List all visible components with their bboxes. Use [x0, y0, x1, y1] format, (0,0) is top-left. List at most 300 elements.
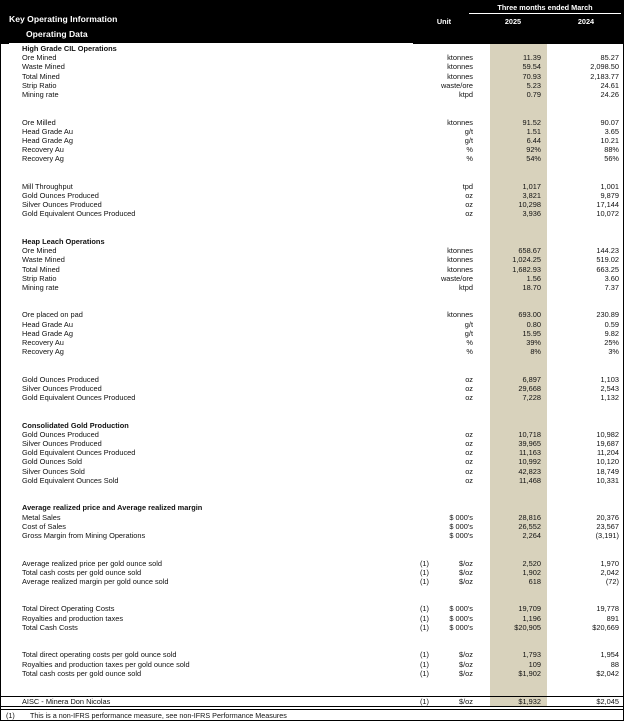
unit-cell: $/oz	[459, 697, 473, 707]
footnote-marker	[403, 338, 429, 347]
value-2025: 6,897	[522, 374, 541, 384]
value-2025: 29,668	[518, 383, 541, 393]
table-row	[1, 430, 623, 439]
row-label: Cost of Sales	[22, 521, 66, 531]
footnote-marker	[403, 467, 429, 476]
unit-cell: oz	[465, 374, 473, 384]
value-2024: 17,144	[596, 200, 619, 210]
table-row	[1, 62, 623, 71]
value-2024: 3.60	[604, 273, 619, 283]
spacer-row	[1, 99, 623, 108]
row-label: Royalties and production taxes per gold ounce sold	[22, 659, 190, 669]
value-2024: 10,331	[596, 475, 619, 485]
value-2025: 2,520	[522, 558, 541, 568]
row-label: Strip Ratio	[22, 80, 57, 90]
value-2025: 658.67	[518, 246, 541, 256]
unit-cell: ktonnes	[447, 246, 473, 256]
value-2024: 7.37	[604, 282, 619, 292]
row-label: Metal Sales	[22, 512, 61, 522]
row-label: Waste Mined	[22, 62, 65, 72]
row-label: Silver Ounces Produced	[22, 200, 102, 210]
value-2025: 18.70	[522, 282, 541, 292]
value-2024: $2,045	[596, 697, 619, 707]
table-row	[1, 476, 623, 485]
footnote-marker: (1)	[419, 567, 429, 577]
footnote-marker	[403, 384, 429, 393]
spacer-row	[1, 641, 623, 650]
footnote-marker	[403, 476, 429, 485]
value-2025: 39,965	[518, 439, 541, 449]
table-row	[1, 467, 623, 476]
value-2024: $2,042	[596, 668, 619, 678]
value-2025: 1.56	[526, 273, 541, 283]
row-label: Total Mined	[22, 264, 60, 274]
value-2024: 23,567	[596, 521, 619, 531]
spacer-row	[1, 228, 623, 237]
footnote-marker	[403, 513, 429, 522]
footnote-marker	[403, 439, 429, 448]
footnote-marker: (1)	[419, 659, 429, 669]
row-label: AISC - Minera Don Nicolas	[22, 697, 111, 706]
footnote-marker: (1)	[419, 604, 429, 614]
footnote-marker: (1)	[419, 650, 429, 660]
table-row	[1, 614, 623, 623]
unit-cell: ktonnes	[447, 62, 473, 72]
unit-cell: %	[466, 154, 473, 164]
value-2025: 11.39	[523, 53, 541, 63]
unit-cell: g/t	[464, 328, 473, 338]
column-header-unit: Unit	[436, 17, 452, 26]
value-2024: 519.02	[596, 255, 619, 265]
table-row	[1, 531, 623, 540]
footnote-marker: (1)	[419, 668, 429, 678]
value-2024: $20,669	[592, 622, 619, 632]
table-row	[1, 577, 623, 586]
footnote-marker	[403, 182, 429, 191]
unit-cell: oz	[465, 448, 473, 458]
unit-cell: $/oz	[459, 576, 473, 586]
column-header-2024: 2024	[577, 17, 595, 26]
table-row	[1, 310, 623, 319]
table-row	[1, 136, 623, 145]
unit-cell: waste/ore	[440, 273, 473, 283]
value-2024: 663.25	[596, 264, 619, 274]
value-2024: 88	[610, 659, 619, 669]
spacer-row	[1, 485, 623, 494]
value-2025: 19,709	[518, 604, 541, 614]
footnote-marker	[403, 154, 429, 163]
row-label: Gold Ounces Produced	[22, 429, 99, 439]
row-label: Total direct operating costs per gold ounce sold	[22, 650, 177, 660]
value-2024: (3,191)	[595, 530, 619, 540]
unit-cell: ktonnes	[447, 53, 473, 63]
unit-cell: $ 000's	[449, 530, 473, 540]
spacer-row	[1, 586, 623, 595]
section-header-row	[1, 421, 623, 430]
unit-cell: %	[466, 338, 473, 347]
value-2025: 11,468	[518, 475, 541, 485]
row-label: Silver Ounces Sold	[22, 466, 85, 476]
value-2025: 70.93	[522, 71, 541, 81]
unit-cell: ktonnes	[447, 310, 473, 320]
value-2024: 11,204	[596, 448, 619, 458]
unit-cell: ktonnes	[447, 71, 473, 81]
footnote-marker	[403, 265, 429, 274]
row-label: Gold Equivalent Ounces Produced	[22, 393, 136, 403]
value-2025: $1,932	[518, 697, 541, 707]
section-title-operating-data: Operating Data	[26, 29, 88, 39]
footnote-marker	[403, 347, 429, 356]
table-row	[1, 347, 623, 356]
value-2025: $20,905	[514, 622, 541, 632]
value-2025: 1,902	[522, 567, 541, 577]
unit-cell: %	[466, 347, 473, 357]
value-2025: 618	[528, 576, 541, 586]
table-row	[1, 338, 623, 347]
unit-cell: $/oz	[459, 668, 473, 678]
table-row	[1, 660, 623, 669]
value-2024: 10,072	[596, 209, 619, 219]
row-label: Average realized margin per gold ounce sold	[22, 576, 169, 586]
unit-cell: g/t	[464, 135, 473, 145]
table-row	[1, 375, 623, 384]
footnote-marker	[403, 393, 429, 402]
table-row	[1, 320, 623, 329]
footnote-marker	[403, 145, 429, 154]
row-label: Mining rate	[22, 89, 59, 99]
row-label: Gold Ounces Sold	[22, 457, 82, 467]
value-2025: 3,936	[522, 209, 541, 219]
spacer-row	[1, 173, 623, 182]
report-header	[1, 1, 623, 44]
footnote-marker	[403, 531, 429, 540]
value-2025: 693.00	[518, 310, 541, 320]
value-2025: 39%	[526, 338, 541, 347]
value-2025: 91.52	[522, 117, 541, 127]
row-label: Ore placed on pad	[22, 310, 83, 320]
unit-cell: g/t	[464, 319, 473, 329]
row-label: Silver Ounces Produced	[22, 383, 102, 393]
value-2024: 90.07	[600, 117, 619, 127]
table-row	[1, 568, 623, 577]
row-label: Recovery Ag	[22, 347, 64, 357]
value-2025: 26,552	[518, 521, 541, 531]
row-label: Recovery Au	[22, 145, 64, 155]
table-row	[1, 182, 623, 191]
section-label: Heap Leach Operations	[22, 236, 105, 246]
unit-cell: $/oz	[459, 650, 473, 660]
spacer-row	[1, 301, 623, 310]
table-row	[1, 439, 623, 448]
value-2025: 1,017	[522, 181, 541, 191]
row-label: Mill Throughput	[22, 181, 73, 191]
footnote-marker	[403, 53, 429, 62]
unit-cell: oz	[465, 200, 473, 210]
footnote-marker	[403, 72, 429, 81]
value-2025: $1,902	[518, 668, 541, 678]
value-2024: 56%	[604, 154, 619, 164]
footnote-marker	[403, 283, 429, 292]
spacer-row	[1, 595, 623, 604]
value-2025: 8%	[530, 347, 541, 357]
value-2024: (72)	[605, 576, 619, 586]
value-2024: 19,778	[596, 604, 619, 614]
row-label: Head Grade Au	[22, 319, 73, 329]
period-underline	[469, 13, 621, 14]
table-row	[1, 329, 623, 338]
page-title: Key Operating Information	[9, 14, 118, 24]
row-label: Mining rate	[22, 282, 59, 292]
table-row	[1, 53, 623, 62]
footnote-marker	[403, 246, 429, 255]
unit-cell: oz	[465, 439, 473, 449]
spacer-row	[1, 494, 623, 503]
unit-cell: $ 000's	[449, 622, 473, 632]
value-2025: 54%	[526, 154, 541, 164]
value-2025: 5.23	[526, 80, 541, 90]
table-row	[1, 604, 623, 613]
row-label: Head Grade Ag	[22, 135, 73, 145]
table-row	[1, 81, 623, 90]
table-row	[1, 623, 623, 632]
row-label: Gold Equivalent Ounces Sold	[22, 475, 119, 485]
value-2024: 230.89	[596, 310, 619, 320]
unit-cell: oz	[465, 429, 473, 439]
unit-cell: oz	[465, 457, 473, 467]
value-2024: 19,687	[596, 439, 619, 449]
section-label: Average realized price and Average realized margin	[22, 503, 203, 513]
spacer-row	[1, 366, 623, 375]
value-2024: 20,376	[596, 512, 619, 522]
value-2025: 92%	[526, 145, 541, 155]
value-2024: 1,132	[600, 393, 619, 403]
footnote-marker	[403, 81, 429, 90]
row-label: Total Direct Operating Costs	[22, 604, 115, 614]
footnote-marker	[403, 255, 429, 264]
footnote-marker	[403, 310, 429, 319]
spacer-row	[1, 687, 623, 696]
spacer-row	[1, 356, 623, 365]
table-body	[1, 44, 623, 706]
table-row	[1, 265, 623, 274]
value-2025: 1,024.25	[512, 255, 541, 265]
row-label: Gross Margin from Mining Operations	[22, 530, 146, 540]
unit-cell: ktpd	[459, 89, 473, 99]
value-2025: 2,264	[522, 530, 541, 540]
unit-cell: ktonnes	[447, 117, 473, 127]
unit-cell: $ 000's	[449, 521, 473, 531]
spacer-row	[1, 219, 623, 228]
value-2025: 6.44	[526, 135, 541, 145]
table-row	[1, 145, 623, 154]
row-label: Total Mined	[22, 71, 60, 81]
row-label: Ore Mined	[22, 246, 57, 256]
unit-cell: tpd	[462, 181, 473, 191]
value-2025: 1,682.93	[512, 264, 541, 274]
value-2024: 9,879	[600, 191, 619, 200]
footnote-marker	[403, 191, 429, 200]
footnote-marker	[403, 375, 429, 384]
footnote-marker: (1)	[419, 576, 429, 586]
spacer-row	[1, 292, 623, 301]
value-2024: 1,954	[600, 650, 619, 660]
table-row	[1, 650, 623, 659]
value-2025: 10,298	[518, 200, 541, 210]
row-label: Recovery Au	[22, 338, 64, 347]
value-2025: 28,816	[518, 512, 541, 522]
row-label: Head Grade Ag	[22, 328, 73, 338]
table-row	[1, 283, 623, 292]
value-2024: 88%	[604, 145, 619, 155]
column-header-2025: 2025	[504, 17, 522, 26]
footnote-marker	[403, 62, 429, 71]
value-2025: 59.54	[522, 62, 541, 72]
value-2025: 15.95	[522, 328, 541, 338]
value-2024: 1,001	[600, 181, 619, 191]
row-label: Total cash costs per gold ounce sold	[22, 668, 142, 678]
unit-cell: oz	[465, 393, 473, 403]
value-2024: 2,098.50	[590, 62, 619, 72]
spacer-row	[1, 108, 623, 117]
table-row	[1, 200, 623, 209]
row-label: Waste Mined	[22, 255, 65, 265]
value-2024: 24.26	[600, 89, 619, 99]
unit-cell: %	[466, 145, 473, 155]
table-row	[1, 513, 623, 522]
unit-cell: waste/ore	[440, 80, 473, 90]
table-row	[1, 154, 623, 163]
spacer-row	[1, 540, 623, 549]
value-2024: 10,982	[596, 429, 619, 439]
section-header-row	[1, 237, 623, 246]
row-label: Royalties and production taxes	[22, 613, 124, 623]
value-2025: 3,821	[522, 191, 541, 200]
unit-cell: $ 000's	[449, 613, 473, 623]
table-row	[1, 696, 623, 705]
table-row	[1, 669, 623, 678]
footnote	[1, 710, 623, 721]
unit-cell: ktonnes	[447, 255, 473, 265]
spacer-row	[1, 412, 623, 421]
table-row	[1, 457, 623, 466]
footnote-marker	[403, 329, 429, 338]
footnote-marker	[403, 209, 429, 218]
unit-cell: ktonnes	[447, 264, 473, 274]
footnote-marker: (1)	[419, 697, 429, 707]
footnote-marker	[403, 200, 429, 209]
value-2025: 1,793	[522, 650, 541, 660]
value-2025: 10,992	[518, 457, 541, 467]
value-2024: 10,120	[596, 457, 619, 467]
footnote-marker	[403, 522, 429, 531]
footnote-marker	[403, 457, 429, 466]
value-2025: 10,718	[518, 429, 541, 439]
value-2025: 42,823	[518, 466, 541, 476]
row-label: Total cash costs per gold ounce sold	[22, 567, 142, 577]
unit-cell: ktpd	[459, 282, 473, 292]
value-2024: 18,749	[596, 466, 619, 476]
value-2024: 1,970	[600, 558, 619, 568]
table-row	[1, 72, 623, 81]
unit-cell: oz	[465, 383, 473, 393]
unit-cell: oz	[465, 466, 473, 476]
value-2024: 2,543	[600, 383, 619, 393]
unit-cell: oz	[465, 475, 473, 485]
row-label: Strip Ratio	[22, 273, 57, 283]
section-header-row	[1, 503, 623, 512]
value-2024: 10.21	[600, 135, 619, 145]
value-2024: 1,103	[600, 374, 619, 384]
footnote-marker	[403, 118, 429, 127]
value-2024: 2,183.77	[590, 71, 619, 81]
spacer-row	[1, 632, 623, 641]
value-2024: 85.27	[600, 53, 619, 63]
row-label: Head Grade Au	[22, 126, 73, 136]
section-header-row	[1, 44, 623, 53]
unit-cell: oz	[465, 191, 473, 200]
spacer-row	[1, 549, 623, 558]
footnote-ref: (1)	[6, 710, 15, 720]
row-label: Gold Ounces Produced	[22, 191, 99, 200]
unit-cell: $/oz	[459, 659, 473, 669]
value-2024: 3%	[608, 347, 619, 357]
value-2025: 109	[528, 659, 541, 669]
table-row	[1, 384, 623, 393]
value-2024: 3.65	[604, 126, 619, 136]
footnote-marker	[403, 430, 429, 439]
row-label: Ore Milled	[22, 117, 56, 127]
row-label: Silver Ounces Produced	[22, 439, 102, 449]
table-row	[1, 255, 623, 264]
unit-cell: $/oz	[459, 567, 473, 577]
spacer-row	[1, 678, 623, 687]
table-row	[1, 127, 623, 136]
value-2025: 0.80	[526, 319, 541, 329]
footnote-marker	[403, 136, 429, 145]
unit-cell: oz	[465, 209, 473, 219]
unit-cell: $ 000's	[449, 512, 473, 522]
footnote-marker	[403, 320, 429, 329]
row-label: Total Cash Costs	[22, 622, 78, 632]
unit-cell: g/t	[464, 126, 473, 136]
value-2025: 0.79	[526, 89, 541, 99]
value-2024: 891	[606, 613, 619, 623]
value-2024: 144.23	[596, 246, 619, 256]
spacer-row	[1, 163, 623, 172]
footnote-text: This is a non-IFRS performance measure, see non-IFRS Performance Measures	[30, 710, 287, 720]
value-2025: 1.51	[526, 126, 541, 136]
footnote-marker: (1)	[419, 622, 429, 632]
table-row	[1, 209, 623, 218]
table-row	[1, 274, 623, 283]
value-2024: 0.59	[604, 319, 619, 329]
table-row	[1, 393, 623, 402]
value-2025: 1,196	[522, 613, 541, 623]
value-2024: 25%	[604, 338, 619, 347]
row-label: Ore Mined	[22, 53, 57, 63]
row-label: Recovery Ag	[22, 154, 64, 164]
row-label: Gold Ounces Produced	[22, 374, 99, 384]
value-2025: 11,163	[518, 448, 541, 458]
value-2024: 9.82	[604, 328, 619, 338]
table-row	[1, 118, 623, 127]
footnote-marker	[403, 274, 429, 283]
unit-cell: $/oz	[459, 558, 473, 568]
bottom-double-rule	[1, 706, 623, 710]
footnote-marker: (1)	[419, 613, 429, 623]
table-row	[1, 191, 623, 200]
value-2024: 24.61	[600, 80, 619, 90]
